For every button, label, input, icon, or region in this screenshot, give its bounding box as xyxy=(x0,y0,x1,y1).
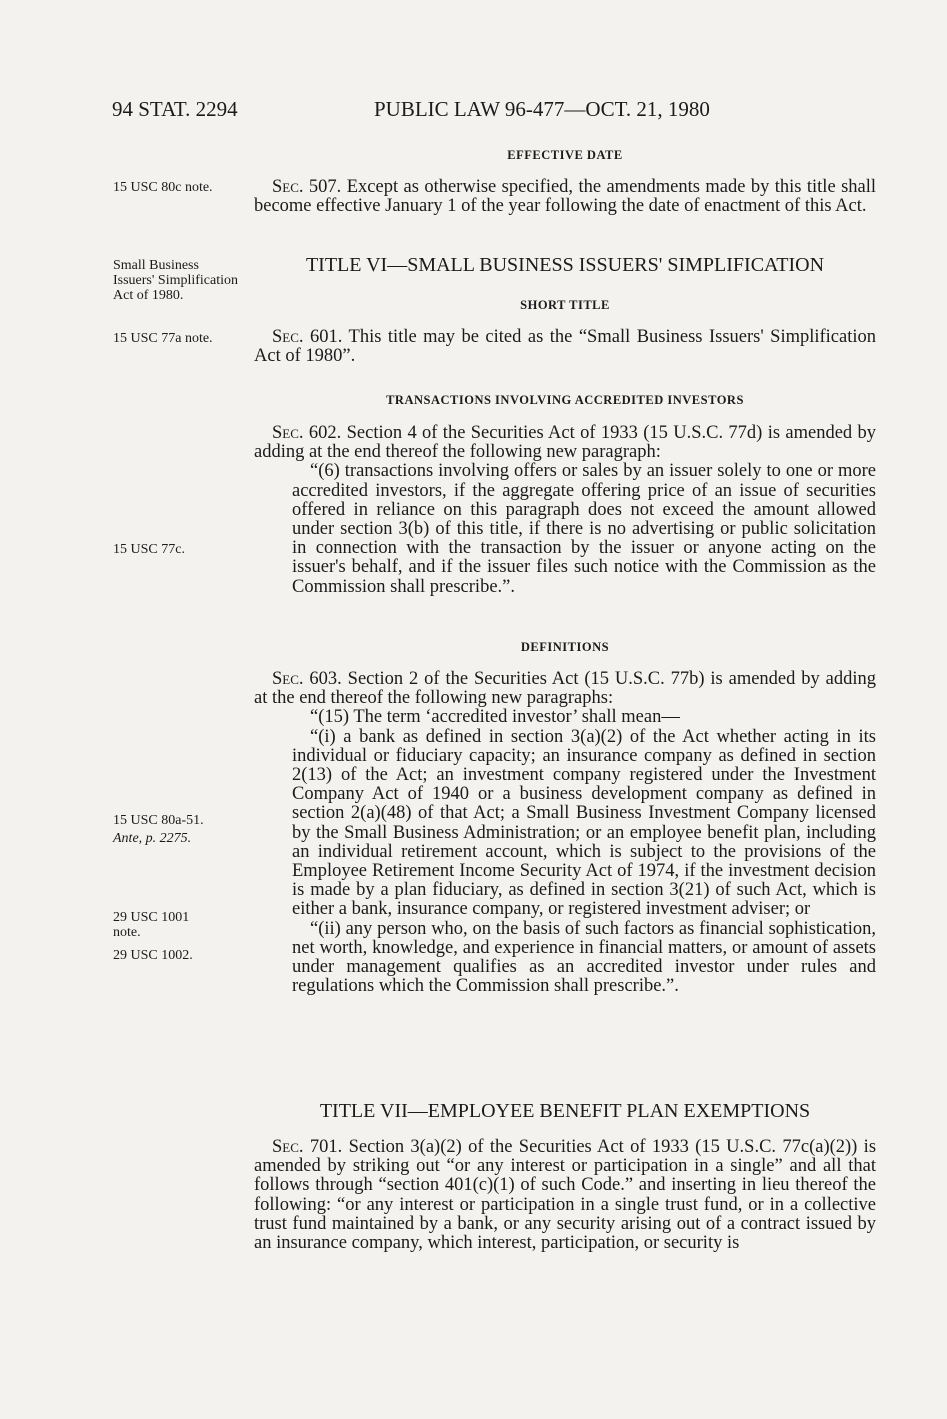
margin-note: 15 USC 77c. xyxy=(113,542,185,557)
section-507 xyxy=(254,178,876,216)
section-label: Sec. 601. xyxy=(272,327,343,347)
section-heading: SHORT TITLE xyxy=(520,298,610,312)
quoted-paragraph: “(6) transactions involving offers or sales by an issuer solely to one or more accredited investors, if the aggregate offering price of an issue of securities offered in reliance on this paragraph does not exceed the amount allowed under section 3(b) of this title, if there is no advertising or public solicitation in connection with the transaction by the issuer or anyone acting on the issuer's behalf, and if the issuer files such notice with the Commission as the Commission shall prescribe.”. xyxy=(292,461,876,597)
margin-note: 15 USC 80a-51. xyxy=(113,813,204,828)
statute-page-number: 94 STAT. 2294 xyxy=(112,97,238,121)
quoted-paragraph: “(15) The term ‘accredited investor’ shall mean— xyxy=(310,707,680,728)
section-heading: TRANSACTIONS INVOLVING ACCREDITED INVESTORS xyxy=(386,393,744,407)
section-text: This title may be cited as the “Small Business Issuers' Simplification Act of 1980”. xyxy=(254,327,877,367)
section-label: Sec. 602. xyxy=(272,423,342,443)
section-label: Sec. 507. xyxy=(272,177,342,197)
definition-item: “(i) a bank as defined in section 3(a)(2) of the Act whether acting in its individual or fiduciary capacity; an insurance company as defined in section 2(13) of the Act; an investment company registered under the Investment Company Act of 1940 or a business development company as defined in section 2(a)(48) of that Act; a Small Business Investment Company licensed by the Small Business Administration; or an employee benefit plan, including an individual retirement account, which is subject to the provisions of the Employee Retirement Income Security Act of 1974, if the investment decision is made by a plan fiduciary, as defined in section 3(21) of such Act, which is either a bank, insurance company, or registered investment adviser; or xyxy=(292,726,876,920)
section-heading: DEFINITIONS xyxy=(520,640,610,654)
section-heading: EFFECTIVE DATE xyxy=(507,148,623,162)
section-602 xyxy=(254,424,876,597)
section-label: Sec. 701. xyxy=(272,1137,343,1157)
title-heading: TITLE VI—SMALL BUSINESS ISSUERS' SIMPLIFICATION xyxy=(305,254,825,276)
section-text: Section 2 of the Securities Act (15 U.S.C. 77b) is amended by adding at the end thereof the following new paragraphs: xyxy=(254,669,877,709)
margin-note: 29 USC 1001 note. xyxy=(113,910,190,940)
section-text: Section 4 of the Securities Act of 1933 (15 U.S.C. 77d) is amended by adding at the end thereof the following new paragraph: xyxy=(254,423,876,463)
margin-note: 29 USC 1002. xyxy=(113,948,193,963)
section-601 xyxy=(254,328,876,366)
public-law-title: PUBLIC LAW 96-477—OCT. 21, 1980 xyxy=(374,97,710,121)
margin-note: 15 USC 80c note. xyxy=(113,180,213,195)
margin-note: Ante, p. 2275. xyxy=(113,831,192,846)
margin-note: 15 USC 77a note. xyxy=(113,331,213,346)
page-header xyxy=(112,97,872,131)
section-label: Sec. 603. xyxy=(272,669,342,689)
section-701 xyxy=(254,1138,876,1253)
definition-item: “(ii) any person who, on the basis of such factors as financial sophistication, net worth, knowledge, and experience in financial matters, or amount of assets under management qualifies as an accredited investor under rules and regulations which the Commission shall prescribe.”. xyxy=(292,918,876,997)
section-603 xyxy=(254,670,876,996)
title-heading: TITLE VII—EMPLOYEE BENEFIT PLAN EXEMPTIONS xyxy=(319,1100,811,1122)
section-text: Section 3(a)(2) of the Securities Act of 1933 (15 U.S.C. 77c(a)(2)) is amended by striking out “or any interest or participation in a single” and all that follows through “section 401(c)(1) of such Code.” and inserting in lieu thereof the following: “or any interest or participation in a single trust fund, or in a collective trust fund maintained by a bank, or any security arising out of a contract issued by an insurance company, which interest, participation, or security is xyxy=(254,1137,877,1254)
margin-note: Small Business Issuers' Simplification Act of 1980. xyxy=(113,258,239,303)
section-text: Except as otherwise specified, the amendments made by this title shall become effective January 1 of the year following the date of enactment of this Act. xyxy=(254,177,877,217)
